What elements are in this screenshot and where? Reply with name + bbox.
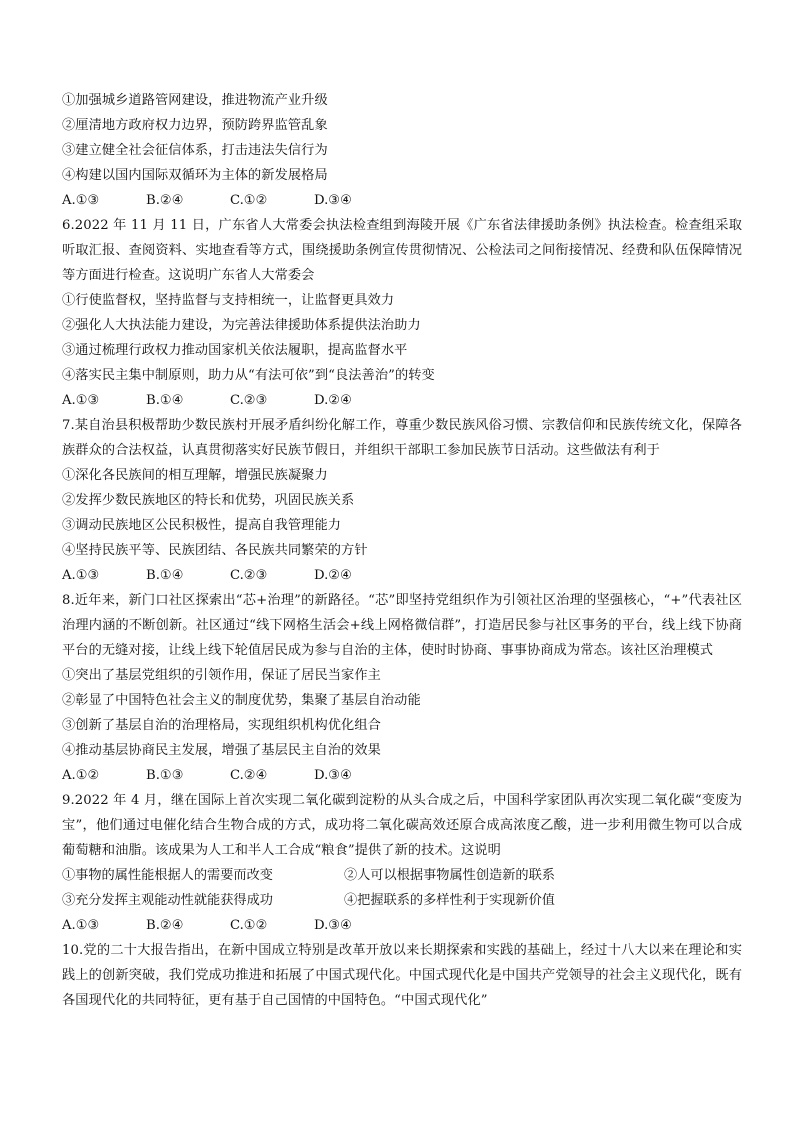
q9-option-2: ②人可以根据事物属性创造新的联系 [344, 868, 555, 883]
q8-stem: 8.近年来，新门口社区探索出“芯+治理”的新路径。“芯”即坚持党组织作为引领社区治理的坚强核心，“+”代表社区治理内涵的不断创新。社区通过“线下网格生活会+线上网格微信群”，打造居民参与社区事务的平台，线上线下协商平台的无缝对接，让线上线下轮值居民成为参与自治的主体，使时时协商、事事协商成为常态。该社区治理模式 [62, 593, 742, 658]
q6-answer-b: B.①④ [146, 393, 184, 408]
question-10 [62, 938, 742, 1013]
question-5 [62, 88, 742, 213]
q8-answer-d: D.③④ [314, 768, 352, 783]
q8-answer-choices [62, 763, 742, 788]
q9-options-row-2 [62, 888, 742, 913]
q9-option-4: ④把握联系的多样性利于实现新价值 [344, 893, 555, 908]
q5-answer-choices [62, 188, 742, 213]
q9-answer-choices [62, 913, 742, 938]
q9-answer-b: B.②④ [146, 918, 184, 933]
question-8 [62, 588, 742, 788]
exam-page [62, 88, 742, 1013]
q9-answer-a: A.①③ [62, 918, 100, 933]
q7-option-2: ②发挥少数民族地区的特长和优势，巩固民族关系 [62, 493, 355, 508]
q5-option-1: ①加强城乡道路管网建设，推进物流产业升级 [62, 93, 328, 108]
q5-answer-d: D.③④ [314, 193, 352, 208]
q5-answer-b: B.②④ [146, 193, 184, 208]
q8-answer-c: C.②④ [230, 768, 268, 783]
q7-answer-c: C.②③ [230, 568, 268, 583]
q9-option-1: ①事物的属性能根据人的需要而改变 [62, 868, 273, 883]
question-9 [62, 788, 742, 938]
q6-option-1: ①行使监督权，坚持监督与支持相统一，让监督更具效力 [62, 293, 395, 308]
q7-answer-a: A.①③ [62, 568, 100, 583]
q6-answer-a: A.①③ [62, 393, 100, 408]
q8-answer-a: A.①② [62, 768, 100, 783]
q6-stem: 6.2022 年 11 月 11 日，广东省人大常委会执法检查组到海陵开展《广东省法律援助条例》执法检查。检查组采取听取汇报、查阅资料、实地查看等方式，围绕援助条例宣传贯彻情况、公检法司之间衔接情况、经费和队伍保障情况等方面进行检查。这说明广东省人大常委会 [62, 218, 742, 283]
q8-option-4: ④推动基层协商民主发展，增强了基层民主自治的效果 [62, 743, 381, 758]
q5-option-2: ②厘清地方政府权力边界，预防跨界监管乱象 [62, 118, 328, 133]
q6-answer-choices [62, 388, 742, 413]
q7-stem: 7.某自治县积极帮助少数民族村开展矛盾纠纷化解工作，尊重少数民族风俗习惯、宗教信仰和民族传统文化，保障各族群众的合法权益，认真贯彻落实好民族节假日，并组织干部职工参加民族节日活动。这些做法有利于 [62, 418, 742, 458]
q8-answer-b: B.①③ [146, 768, 184, 783]
q7-option-4: ④坚持民族平等、民族团结、各民族共同繁荣的方针 [62, 543, 368, 558]
q8-option-3: ③创新了基层自治的治理格局，实现组织机构优化组合 [62, 718, 381, 733]
q9-stem: 9.2022 年 4 月，继在国际上首次实现二氧化碳到淀粉的从头合成之后，中国科学家团队再次实现二氧化碳“变废为宝”，他们通过电催化结合生物合成的方式，成功将二氧化碳高效还原合成高浓度乙酸，进一步利用微生物可以合成葡萄糖和油脂。该成果为人工和半人工合成“粮食”提供了新的技术。这说明 [62, 793, 742, 858]
q6-option-2: ②强化人大执法能力建设，为完善法律援助体系提供法治助力 [62, 318, 421, 333]
q9-answer-d: D.③④ [314, 918, 352, 933]
q7-option-3: ③调动民族地区公民积极性，提高自我管理能力 [62, 518, 342, 533]
q7-answer-choices [62, 563, 742, 588]
q6-answer-c: C.②③ [230, 393, 268, 408]
q6-answer-d: D.②④ [314, 393, 352, 408]
q10-stem: 10.党的二十大报告指出，在新中国成立特别是改革开放以来长期探索和实践的基础上，经过十八大以来在理论和实践上的创新突破，我们党成功推进和拓展了中国式现代化。中国式现代化是中国共产党领导的社会主义现代化，既有各国现代化的共同特征，更有基于自己国情的中国特色。“中国式现代化” [62, 943, 742, 1008]
q5-option-4: ④构建以国内国际双循环为主体的新发展格局 [62, 168, 328, 183]
q9-options-row-1 [62, 863, 742, 888]
q9-answer-c: C.①② [230, 918, 268, 933]
q6-option-3: ③通过梳理行政权力推动国家机关依法履职，提高监督水平 [62, 343, 408, 358]
q6-option-4: ④落实民主集中制原则，助力从“有法可依”到“良法善治”的转变 [62, 368, 435, 383]
q5-answer-a: A.①③ [62, 193, 100, 208]
q5-option-3: ③建立健全社会征信体系，打击违法失信行为 [62, 143, 328, 158]
q9-option-3: ③充分发挥主观能动性就能获得成功 [62, 893, 273, 908]
q8-option-2: ②彰显了中国特色社会主义的制度优势，集聚了基层自治动能 [62, 693, 421, 708]
question-6 [62, 213, 742, 413]
q7-answer-b: B.①④ [146, 568, 184, 583]
question-7 [62, 413, 742, 588]
q7-option-1: ①深化各民族间的相互理解，增强民族凝聚力 [62, 468, 328, 483]
q8-option-1: ①突出了基层党组织的引领作用，保证了居民当家作主 [62, 668, 381, 683]
q5-answer-c: C.①② [230, 193, 268, 208]
q7-answer-d: D.②④ [314, 568, 352, 583]
